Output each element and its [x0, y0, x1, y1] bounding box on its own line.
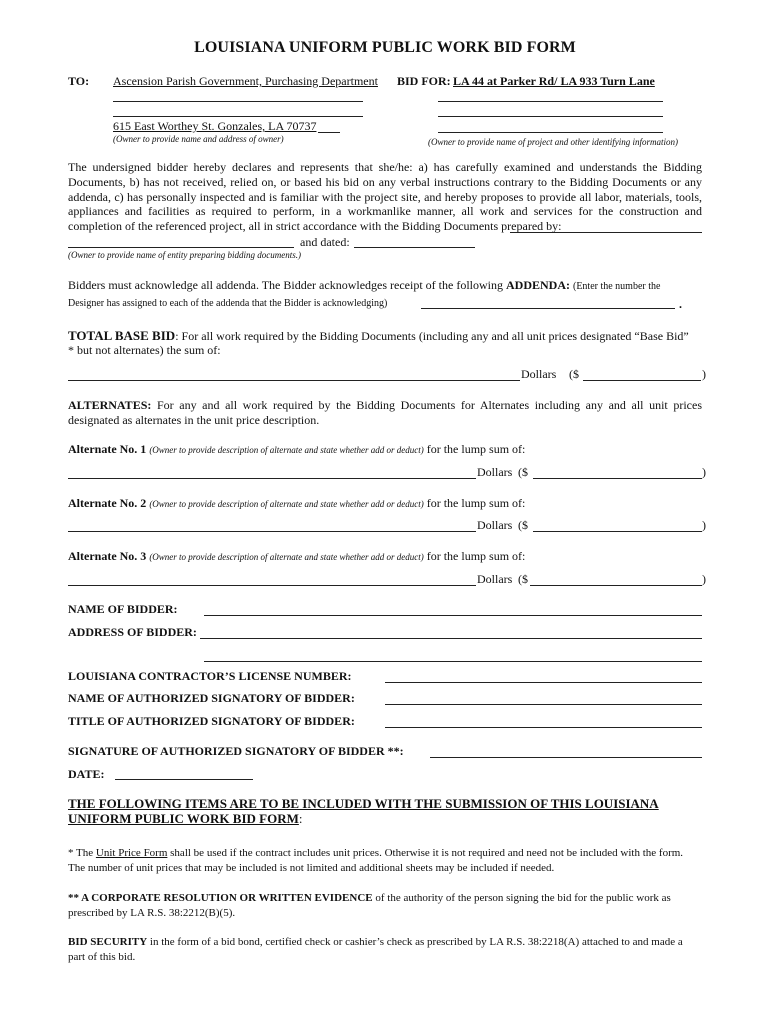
date-label: DATE: [68, 767, 105, 781]
submission-heading-2-wrap [68, 811, 303, 827]
addenda-small-1: (Enter the number the [572, 281, 661, 292]
unit-price-item [68, 846, 702, 876]
alternate-3-suffix: for the lump sum of: [426, 549, 526, 563]
form-title: LOUISIANA UNIFORM PUBLIC WORK BID FORM [194, 39, 576, 56]
prepared-by-note: (Owner to provide name of entity preparing bidding documents.) [68, 250, 302, 260]
alternates-paragraph [68, 398, 702, 428]
owner-address: 615 East Worthey St. Gonzales, LA 70737 [113, 119, 317, 133]
project-line-2[interactable] [438, 101, 663, 102]
prepared-by-line-2[interactable] [68, 247, 294, 248]
alternate-1 [68, 442, 525, 457]
base-bid-label: TOTAL BASE BID [68, 328, 176, 343]
owner-line-2[interactable] [113, 101, 363, 102]
alternate-3-amount-line[interactable] [530, 585, 702, 586]
declaration-text: The undersigned bidder hereby declares and represents that she/he: a) has carefully examined and understands the Bidding Documents, b) has not received, relied on, or based his bid on any verbal instructions contrary to the Bidding Documents or any addenda, c) has personally inspected and is familiar with the project site, and hereby proposes to provide all labor, materials, tools, appliances and facilities as required to perform, in a workmanlike manner, all work and services for the construction and completion of the referenced project, all in strict accordance with the Bidding Documents prepared by: [68, 160, 702, 234]
unit-price-star: * The [68, 847, 94, 859]
alternate-2-note: (Owner to provide description of alternate and state whether add or deduct) [149, 499, 424, 509]
alternate-3-dollars: Dollars [477, 572, 513, 586]
project-line-3[interactable] [438, 116, 663, 117]
alternate-1-suffix: for the lump sum of: [426, 442, 526, 456]
corporate-resolution-text: of the authority of the person signing the bid for the public work as prescribed by LA R.S. 38:2212(B)(5). [68, 892, 671, 919]
alternate-3-paren-open: ($ [518, 572, 528, 586]
base-bid-line-1 [68, 328, 689, 344]
alternate-1-words-line[interactable] [68, 478, 476, 479]
submission-heading-colon: : [298, 811, 303, 826]
alternate-2-suffix: for the lump sum of: [426, 496, 526, 510]
bidder-address-field-2[interactable] [204, 661, 702, 662]
owner-line-3[interactable] [113, 116, 363, 117]
alternate-1-paren-open: ($ [518, 465, 528, 479]
base-bid-words-line[interactable] [68, 380, 520, 381]
base-bid-paren-open: ($ [569, 367, 579, 381]
signatory-name-label: NAME OF AUTHORIZED SIGNATORY OF BIDDER: [68, 691, 355, 705]
base-bid-text-1: : For all work required by the Bidding Documents (including any and all unit prices designated “Base Bid” [175, 329, 689, 343]
addenda-period: . [679, 297, 682, 311]
bidder-address-label: ADDRESS OF BIDDER: [68, 625, 197, 639]
submission-heading-1: THE FOLLOWING ITEMS ARE TO BE INCLUDED WITH THE SUBMISSION OF THIS LOUISIANA [68, 796, 659, 811]
signature-field[interactable] [430, 757, 702, 758]
base-bid-text-2: * but not alternates) the sum of: [68, 343, 221, 357]
submission-heading-2: UNIFORM PUBLIC WORK BID FORM [68, 811, 299, 826]
alternate-2 [68, 496, 525, 511]
addenda-intro [68, 278, 660, 293]
unit-price-text: shall be used if the contract includes unit prices. Otherwise it is not required and need not be included with the form. The number of unit prices that may be included is not limited and additional sheets may be included if needed. [68, 847, 684, 874]
license-label: LOUISIANA CONTRACTOR’S LICENSE NUMBER: [68, 669, 352, 683]
signatory-title-label: TITLE OF AUTHORIZED SIGNATORY OF BIDDER: [68, 714, 355, 728]
alternate-1-amount-line[interactable] [533, 478, 702, 479]
alternates-text: For any and all work required by the Bidding Documents for Alternates including any and all unit prices designated as alternates in the unit price description. [68, 398, 703, 427]
project-name: LA 44 at Parker Rd/ LA 933 Turn Lane [453, 74, 655, 88]
alternate-3-paren-close: ) [702, 572, 706, 586]
signatory-title-field[interactable] [385, 727, 702, 728]
owner-name: Ascension Parish Government, Purchasing Department [113, 74, 378, 88]
addenda-intro-text: Bidders must acknowledge all addenda. The Bidder acknowledges receipt of the following [68, 278, 503, 292]
base-bid-paren-close: ) [702, 367, 706, 381]
alternate-2-label: Alternate No. 2 [68, 496, 147, 510]
alternate-3-words-line[interactable] [68, 585, 476, 586]
alternate-1-note: (Owner to provide description of alternate and state whether add or deduct) [149, 445, 424, 455]
dated-line[interactable] [354, 247, 475, 248]
addenda-small-2: Designer has assigned to each of the addenda that the Bidder is acknowledging) [68, 298, 388, 309]
bid-security-text: in the form of a bid bond, certified check or cashier’s check as prescribed by LA R.S. 38:2218(A) attached to and made a part of this bid. [68, 936, 683, 963]
alternate-3-note: (Owner to provide description of alternate and state whether add or deduct) [149, 552, 424, 562]
bid-for-label: BID FOR: [397, 74, 451, 88]
alternate-2-amount-line[interactable] [533, 531, 702, 532]
alternate-2-paren-open: ($ [518, 518, 528, 532]
addenda-line[interactable] [421, 308, 675, 309]
bidder-name-label: NAME OF BIDDER: [68, 602, 178, 616]
and-dated-label: and dated: [300, 235, 350, 249]
corporate-resolution-bold: ** A CORPORATE RESOLUTION OR WRITTEN EVIDENCE [68, 892, 373, 904]
alternate-3-label: Alternate No. 3 [68, 549, 147, 563]
alternates-label: ALTERNATES: [68, 398, 152, 412]
signatory-name-field[interactable] [385, 704, 702, 705]
corporate-resolution-item [68, 891, 702, 921]
alternate-2-words-line[interactable] [68, 531, 476, 532]
alternate-1-label: Alternate No. 1 [68, 442, 147, 456]
alternate-2-dollars: Dollars [477, 518, 513, 532]
project-note: (Owner to provide name of project and other identifying information) [428, 137, 679, 147]
alternate-1-dollars: Dollars [477, 465, 513, 479]
bid-security-bold: BID SECURITY [68, 936, 148, 948]
prepared-by-line[interactable] [510, 232, 702, 233]
alternate-2-paren-close: ) [702, 518, 706, 532]
license-field[interactable] [385, 682, 702, 683]
owner-address-tail [318, 132, 340, 133]
to-label: TO: [68, 74, 90, 88]
alternate-3 [68, 549, 525, 564]
alternate-1-paren-close: ) [702, 465, 706, 479]
signature-label: SIGNATURE OF AUTHORIZED SIGNATORY OF BIDDER **: [68, 744, 404, 758]
addenda-label: ADDENDA: [505, 278, 570, 292]
unit-price-form-link[interactable]: Unit Price Form [95, 847, 168, 859]
project-line-4[interactable] [438, 132, 663, 133]
base-bid-dollars: Dollars [521, 367, 557, 381]
bid-security-item [68, 935, 702, 965]
owner-note: (Owner to provide name and address of owner) [113, 134, 284, 144]
bidder-name-field[interactable] [204, 615, 702, 616]
base-bid-amount-line[interactable] [583, 380, 701, 381]
date-field[interactable] [115, 779, 253, 780]
bidder-address-field[interactable] [200, 638, 702, 639]
